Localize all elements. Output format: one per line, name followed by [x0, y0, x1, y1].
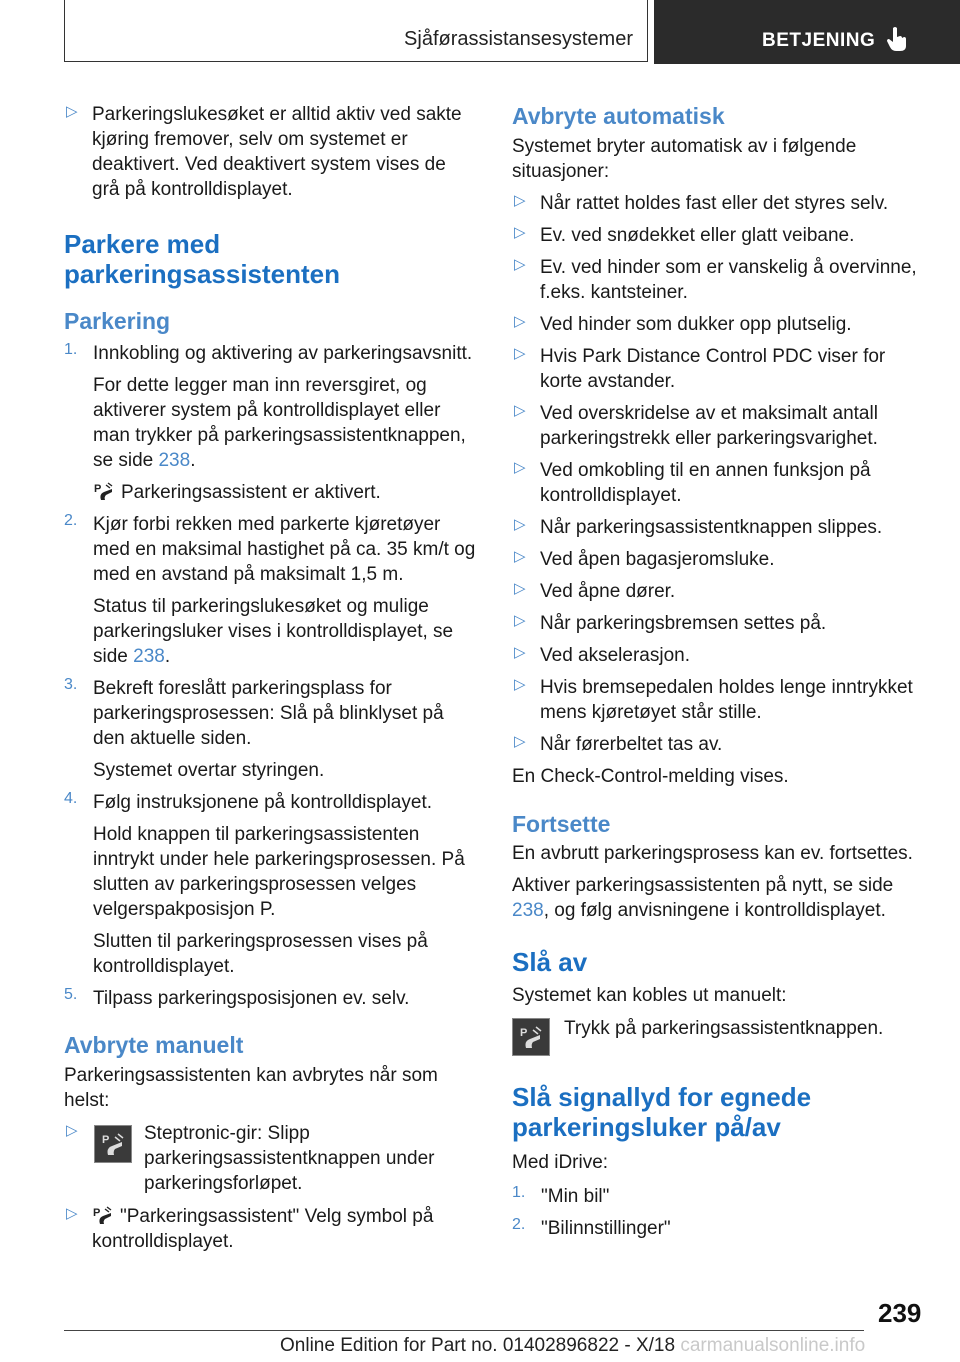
triangle-bullet-icon: ▷	[514, 459, 526, 476]
step-text: Følg instruksjonene på kontrolldisplayet.	[93, 792, 433, 813]
list-item	[64, 1121, 476, 1196]
section-title: Sjåførassistansesystemer	[404, 28, 633, 50]
paragraph: Systemet bryter automatisk av i følgende situasjoner:	[512, 136, 857, 182]
step-number: 4.	[64, 790, 78, 807]
left-column	[64, 102, 476, 1254]
list-item	[512, 223, 932, 248]
list-item	[512, 547, 932, 572]
triangle-bullet-icon: ▷	[514, 345, 526, 362]
step-text: Bekreft foreslått parkeringsplass for parkeringsprosessen: Slå på blinklyset på den aktuelle siden.	[93, 678, 444, 749]
bullet-text: Hvis bremsepedalen holdes lenge inntrykket mens kjøretøyet står stille.	[540, 677, 913, 723]
chapter-tab	[654, 0, 960, 64]
bullet-text: Når parkeringsbremsen settes på.	[540, 613, 827, 634]
bullet-text: Ved akselerasjon.	[540, 645, 690, 666]
page-number: 239	[878, 1298, 922, 1328]
parking-assistant-icon	[93, 480, 115, 502]
list-item	[512, 191, 932, 216]
bullet-text: Ev. ved snødekket eller glatt veibane.	[540, 225, 855, 246]
footer-divider	[64, 1330, 864, 1331]
list-item	[512, 344, 932, 394]
subsection-heading: Parkering	[64, 308, 171, 334]
page-link[interactable]: 238	[512, 900, 544, 921]
page-header	[64, 0, 960, 64]
list-item	[512, 675, 932, 725]
list-item	[512, 255, 932, 305]
bullet-text: P "Parkeringsassistent" Velg symbol på kontrolldisplayet.	[92, 1206, 434, 1252]
triangle-bullet-icon: ▷	[514, 733, 526, 750]
list-item	[512, 1184, 932, 1209]
list-item	[512, 401, 932, 451]
paragraph: En Check-Control-melding vises.	[512, 766, 789, 787]
list-item	[512, 643, 932, 668]
list-item	[64, 1204, 476, 1254]
svg-text:P: P	[93, 1207, 101, 1219]
triangle-bullet-icon: ▷	[514, 256, 526, 273]
step-number: 3.	[64, 676, 78, 693]
list-item	[64, 102, 476, 202]
paragraph: Systemet kan kobles ut manuelt:	[512, 985, 787, 1006]
bullet-text: Hvis Park Distance Control PDC viser for korte avstander.	[540, 346, 886, 392]
list-item	[512, 732, 932, 757]
triangle-bullet-icon: ▷	[514, 313, 526, 330]
paragraph: Aktiver parkeringsassistenten på nytt, se side 238, og følg anvisningene i kontrolldisplayet.	[512, 875, 894, 921]
step-detail: Slutten til parkeringsprosessen vises på kontrolldisplayet.	[93, 931, 428, 977]
step-detail: Hold knappen til parkeringsassistenten inntrykt under hele parkeringsprosessen. På slutten av parkeringsprosessen velges velgerspakposisjon P.	[93, 824, 465, 920]
list-item	[512, 515, 932, 540]
step-text: "Bilinnstillinger"	[541, 1218, 671, 1239]
paragraph: Med iDrive:	[512, 1152, 609, 1173]
bullet-text: Ved hinder som dukker opp plutselig.	[540, 314, 852, 335]
svg-text:P: P	[94, 483, 102, 495]
section-heading: Parkere med parkeringsassistenten	[64, 229, 341, 289]
list-item	[64, 512, 476, 587]
step-number: 1.	[64, 341, 78, 358]
list-item	[512, 611, 932, 636]
section-tab	[64, 0, 648, 62]
step-detail: Status til parkeringslukesøket og mulige parkeringsluker vises i kontrolldisplayet, se side 238.	[93, 596, 454, 667]
list-item	[64, 341, 476, 366]
button-instruction	[512, 1016, 932, 1060]
chapter-title: BETJENING	[762, 30, 876, 51]
svg-text:P: P	[102, 1134, 110, 1146]
triangle-bullet-icon: ▷	[66, 1205, 78, 1222]
page-link[interactable]: 238	[158, 450, 191, 471]
step-detail: Systemet overtar styringen.	[93, 760, 325, 781]
watermark: carmanualsonline.info	[680, 1335, 866, 1356]
list-item	[64, 790, 476, 815]
triangle-bullet-icon: ▷	[514, 402, 526, 419]
auto-cancel-list	[512, 191, 932, 757]
section-heading: Slå signallyd for egnede parkeringsluker på/av	[512, 1082, 812, 1142]
bullet-text: Ved åpen bagasjeromsluke.	[540, 549, 775, 570]
bullet-text: Når rattet holdes fast eller det styres selv.	[540, 193, 889, 214]
triangle-bullet-icon: ▷	[514, 192, 526, 209]
bullet-text: Steptronic-gir: Slipp parkeringsassistentknappen under parkeringsforløpet.	[144, 1123, 435, 1194]
bullet-text: Ved omkobling til en annen funksjon på kontrolldisplayet.	[540, 460, 871, 506]
triangle-bullet-icon: ▷	[514, 580, 526, 597]
pointing-hand-icon	[886, 26, 908, 52]
svg-text:P: P	[520, 1027, 528, 1039]
triangle-bullet-icon: ▷	[66, 1122, 78, 1139]
step-text: "Min bil"	[541, 1186, 610, 1207]
triangle-bullet-icon: ▷	[514, 548, 526, 565]
step-number: 1.	[512, 1184, 526, 1201]
step-number: 2.	[64, 512, 78, 529]
bullet-text: Ved åpne dører.	[540, 581, 676, 602]
subsection-heading: Avbryte automatisk	[512, 103, 725, 129]
parking-assistant-icon	[92, 1204, 114, 1226]
list-item	[512, 1216, 932, 1241]
button-instruction-text: Trykk på parkeringsassistentknappen.	[564, 1018, 884, 1039]
parking-assistant-button-icon	[94, 1125, 132, 1163]
section-heading: Slå av	[512, 947, 588, 977]
step-text: Kjør forbi rekken med parkerte kjøretøyer med en maksimal hastighet på ca. 35 km/t og med en avstand på maksimalt 1,5 m.	[93, 514, 476, 585]
subsection-heading: Fortsette	[512, 811, 611, 837]
bullet-text: Parkeringslukesøket er alltid aktiv ved sakte kjøring fremover, selv om systemet er deaktivert. Ved deaktivert system vises de grå på kontrolldisplayet.	[92, 104, 462, 200]
step-text: Innkobling og aktivering av parkeringsavsnitt.	[93, 343, 473, 364]
list-item	[64, 986, 476, 1011]
list-item	[512, 579, 932, 604]
paragraph: En avbrutt parkeringsprosess kan ev. fortsettes.	[512, 843, 913, 864]
parking-assistant-button-icon	[512, 1018, 550, 1056]
bullet-text: Når førerbeltet tas av.	[540, 734, 723, 755]
list-item	[512, 312, 932, 337]
bullet-text: Når parkeringsassistentknappen slippes.	[540, 517, 883, 538]
bullet-text: Ved overskridelse av et maksimalt antall parkeringstrekk eller parkeringsvarighet.	[540, 403, 878, 449]
triangle-bullet-icon: ▷	[514, 224, 526, 241]
step-number: 5.	[64, 986, 78, 1003]
subsection-heading: Avbryte manuelt	[64, 1032, 244, 1058]
triangle-bullet-icon: ▷	[514, 612, 526, 629]
footer-edition: Online Edition for Part no. 01402896822 - X/18 carmanualsonline.info	[280, 1335, 866, 1356]
step-number: 2.	[512, 1216, 526, 1233]
triangle-bullet-icon: ▷	[66, 103, 78, 120]
bullet-text: Ev. ved hinder som er vanskelig å overvinne, f.eks. kantsteiner.	[540, 257, 917, 303]
list-item	[64, 676, 476, 751]
paragraph: Parkeringsassistenten kan avbrytes når som helst:	[64, 1065, 438, 1111]
triangle-bullet-icon: ▷	[514, 644, 526, 661]
list-item	[512, 458, 932, 508]
step-text: Tilpass parkeringsposisjonen ev. selv.	[93, 988, 410, 1009]
triangle-bullet-icon: ▷	[514, 516, 526, 533]
triangle-bullet-icon: ▷	[514, 676, 526, 693]
page-link[interactable]: 238	[133, 646, 165, 667]
right-column	[512, 102, 932, 1241]
step-detail: P Parkeringsassistent er aktivert.	[94, 482, 381, 503]
step-detail: For dette legger man inn reversgiret, og aktiverer system på kontrolldisplayet eller man trykker på parkeringsassistentknappen, se side 238.	[93, 375, 466, 471]
